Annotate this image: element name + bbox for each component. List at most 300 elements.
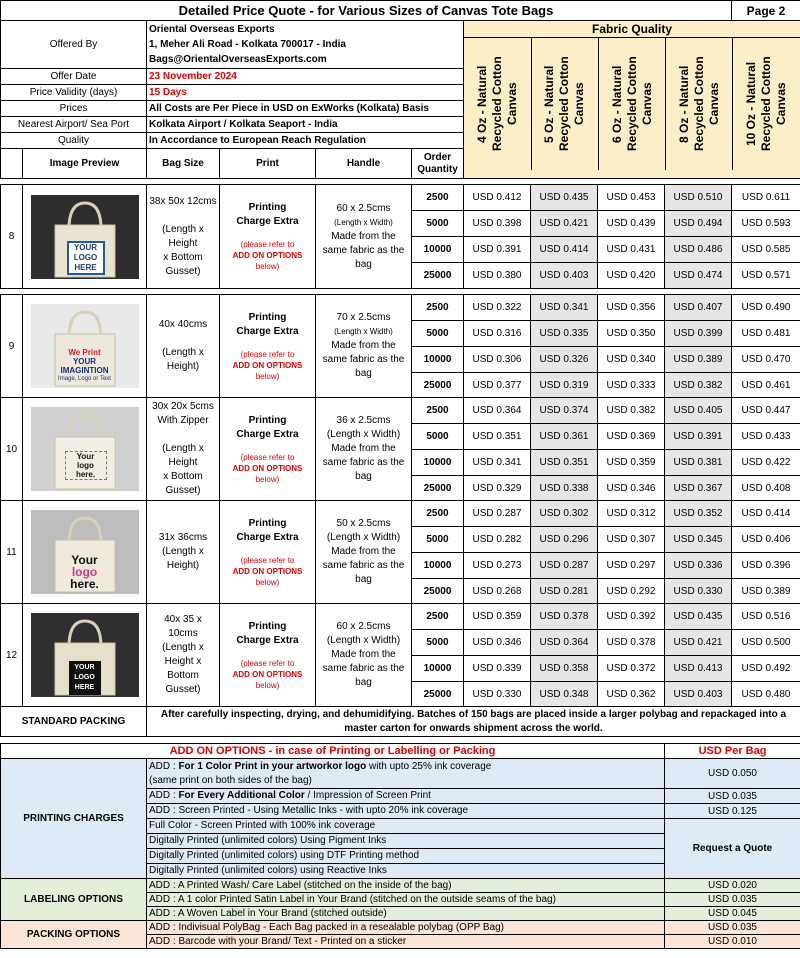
price-cell <box>732 295 800 321</box>
price-text: USD 0.414 <box>741 508 791 519</box>
price-text: USD 0.346 <box>472 637 522 648</box>
labeling-price <box>665 893 800 907</box>
order-quantity <box>412 185 464 211</box>
product-number <box>1 501 23 604</box>
price-text: USD 0.377 <box>472 379 522 391</box>
info-value-text: 15 Days <box>149 87 187 98</box>
info-value <box>147 133 464 149</box>
price-text: USD 0.382 <box>606 405 656 416</box>
price-cell <box>464 450 531 476</box>
order-quantity <box>412 373 464 398</box>
price-cell <box>598 398 665 424</box>
price-text: USD 0.510 <box>673 192 723 203</box>
addon-title <box>1 744 665 759</box>
price-text: USD 0.380 <box>472 270 522 281</box>
logo-text: YOUR <box>73 242 98 252</box>
order-quantity <box>412 579 464 604</box>
price-cell <box>464 682 531 707</box>
price-cell <box>464 373 531 398</box>
price-text: USD 0.319 <box>539 379 589 391</box>
info-label <box>1 85 147 101</box>
image-preview-cell <box>23 295 147 398</box>
info-value <box>147 101 464 117</box>
logo-text: Your <box>76 452 95 461</box>
logo-text: We Print <box>68 348 101 357</box>
info-label-text: Price Validity (days) <box>29 87 118 98</box>
price-text: USD 0.307 <box>606 534 656 545</box>
print-main <box>222 414 313 442</box>
handle-main: 60 x 2.5cms <box>336 202 391 214</box>
print-note-pre: (please refer to <box>240 658 295 668</box>
handle-sub: (Length x Width) <box>334 217 393 227</box>
price-cell <box>665 527 732 553</box>
product-number <box>1 398 23 501</box>
bag-size-line: (Length x Height <box>162 443 204 468</box>
price-cell <box>531 527 598 553</box>
price-cell <box>732 211 800 237</box>
fabric-name: 6 Oz - Natural Recycled Cotton Canvas <box>609 56 654 152</box>
print-main <box>222 311 313 339</box>
price-text: USD 0.369 <box>606 431 656 442</box>
fabric-column-header <box>464 38 531 171</box>
price-text: USD 0.374 <box>539 405 589 416</box>
logo-text: YOUR <box>72 357 97 366</box>
logo-text: LOGO <box>73 252 98 262</box>
order-quantity-text: 5000 <box>426 431 449 442</box>
logo-placeholder <box>65 554 105 590</box>
price-text: USD 0.296 <box>539 534 589 545</box>
info-value-line: Bags@OrientalOverseasExports.com <box>149 54 327 65</box>
price-text: USD 0.346 <box>606 482 656 494</box>
page-title-text: Detailed Price Quote - for Various Sizes of Canvas Tote Bags <box>178 3 554 18</box>
fabric-name: 8 Oz - Natural Recycled Cotton Canvas <box>676 56 721 152</box>
price-cell <box>598 373 665 398</box>
price-text: USD 0.287 <box>539 560 589 571</box>
price-text: USD 0.350 <box>606 328 656 339</box>
price-text: USD 0.358 <box>539 663 589 674</box>
logo-text: IMAGINTION <box>60 366 109 375</box>
price-text: USD 0.420 <box>606 270 656 281</box>
handle-sub: (Length x Width) <box>326 429 401 440</box>
order-quantity-text: 10000 <box>423 560 452 571</box>
price-cell <box>464 656 531 682</box>
labeling-price-text: USD 0.020 <box>708 880 757 891</box>
print-note-bold: ADD ON OPTIONS <box>232 360 303 370</box>
order-quantity <box>412 476 464 501</box>
price-text: USD 0.433 <box>741 431 791 442</box>
price-cell <box>732 527 800 553</box>
labeling-option <box>147 907 665 921</box>
standard-packing-label <box>1 707 147 737</box>
printing-charges-text: PRINTING CHARGES <box>23 813 124 824</box>
order-quantity-text: 10000 <box>423 244 452 255</box>
price-cell <box>531 263 598 289</box>
price-cell <box>598 211 665 237</box>
order-quantity <box>412 321 464 347</box>
price-row <box>1 295 800 321</box>
bag-size-line: Gusset) <box>165 265 201 277</box>
price-cell <box>598 347 665 373</box>
price-text: USD 0.381 <box>673 457 723 468</box>
price-cell <box>732 656 800 682</box>
price-text: USD 0.372 <box>606 663 656 674</box>
print-info <box>220 398 316 501</box>
printing-option <box>147 834 665 849</box>
price-text: USD 0.348 <box>539 688 589 700</box>
price-text: USD 0.382 <box>673 379 723 391</box>
price-cell <box>732 501 800 527</box>
bag-size-line: 31x 36cms <box>158 532 208 543</box>
print-note-bold: ADD ON OPTIONS <box>232 669 303 679</box>
bag-image-12 <box>31 613 139 697</box>
product-number-text: 11 <box>6 546 17 558</box>
printing-option-pre: Full Color - Screen Printed with 100% ink coverage <box>149 820 376 831</box>
price-text: USD 0.281 <box>539 585 589 597</box>
price-text: USD 0.329 <box>472 482 522 494</box>
order-quantity-text: 2500 <box>426 192 449 203</box>
logo-text: Image, Logo or Text <box>58 376 111 382</box>
fabric-quality-text: Fabric Quality <box>591 22 673 36</box>
price-text: USD 0.406 <box>741 534 791 545</box>
price-cell <box>464 553 531 579</box>
info-value-line: 1, Meher Ali Road - Kolkata 700017 - India <box>149 39 346 50</box>
info-value-text: Kolkata Airport / Kolkata Seaport - India <box>149 119 338 130</box>
price-cell <box>464 398 531 424</box>
price-cell <box>598 263 665 289</box>
price-cell <box>665 476 732 501</box>
handle-detail: same fabric as the <box>322 244 405 256</box>
product-number-text: 9 <box>8 340 15 352</box>
price-cell <box>464 211 531 237</box>
printing-option-pre: Digitally Printed (unlimited colors) Using Pigment Inks <box>149 835 387 846</box>
price-row <box>1 501 800 527</box>
price-text: USD 0.341 <box>472 457 522 468</box>
handle-detail: bag <box>355 677 372 688</box>
image-preview-cell <box>23 501 147 604</box>
logo-text: logo <box>71 565 98 579</box>
info-value-line: Oriental Overseas Exports <box>149 24 275 35</box>
price-text: USD 0.474 <box>673 270 723 281</box>
product-number-text: 12 <box>5 649 18 661</box>
bag-size-line: 30x 20x 5cms <box>152 401 214 412</box>
labeling-price-text: USD 0.045 <box>708 908 757 919</box>
logo-text: HERE <box>74 684 95 691</box>
price-text: USD 0.593 <box>741 218 791 229</box>
price-cell <box>665 185 732 211</box>
info-label <box>1 21 147 69</box>
handle-sub: (Length x Width) <box>326 532 401 543</box>
handle-detail: bag <box>355 258 372 270</box>
request-quote-text: Request a Quote <box>692 843 773 854</box>
print-note-post: below) <box>255 680 280 690</box>
price-cell <box>531 579 598 604</box>
col-image-preview-text: Image Preview <box>49 157 120 169</box>
price-text: USD 0.330 <box>472 688 522 700</box>
order-quantity <box>412 398 464 424</box>
bag-size <box>147 295 220 398</box>
price-cell <box>531 373 598 398</box>
standard-packing-label-text: STANDARD PACKING <box>21 716 126 727</box>
price-text: USD 0.339 <box>472 663 522 674</box>
price-text: USD 0.330 <box>673 585 723 597</box>
price-text: USD 0.412 <box>472 192 522 203</box>
bag-size <box>147 185 220 289</box>
price-cell <box>531 656 598 682</box>
addon-price-header-text: USD Per Bag <box>698 745 767 757</box>
price-text: USD 0.494 <box>673 218 723 229</box>
price-text: USD 0.333 <box>606 379 656 391</box>
price-cell <box>464 237 531 263</box>
bag-size-line: x Bottom <box>163 471 203 482</box>
price-text: USD 0.389 <box>741 585 791 597</box>
print-note-pre: (please refer to <box>240 555 295 565</box>
handle-detail: Made from the <box>331 443 396 454</box>
info-value <box>147 21 464 69</box>
col-image-preview <box>23 149 147 179</box>
bag-size-line <box>182 333 185 344</box>
print-note-bold: ADD ON OPTIONS <box>232 251 303 260</box>
price-cell <box>598 682 665 707</box>
packing-price-text: USD 0.010 <box>708 936 757 947</box>
printing-price-text: USD 0.125 <box>708 805 757 817</box>
price-cell <box>665 579 732 604</box>
price-cell <box>598 579 665 604</box>
bag-size-line: Gusset) <box>165 485 201 496</box>
handle-main: 60 x 2.5cms <box>336 621 391 632</box>
packing-price <box>665 921 800 935</box>
handle-sub: (Length x Width) <box>326 635 401 646</box>
logo-placeholder <box>51 348 119 384</box>
handle-detail: bag <box>355 368 372 379</box>
bag-image-8 <box>31 195 139 279</box>
price-text: USD 0.500 <box>741 637 791 648</box>
fabric-quality-header <box>464 21 800 179</box>
price-cell <box>665 553 732 579</box>
bag-size-line: Height x <box>164 656 202 667</box>
price-cell <box>665 373 732 398</box>
printing-option <box>147 864 665 879</box>
price-text: USD 0.378 <box>539 611 589 622</box>
col-print <box>220 149 316 179</box>
print-main-text: Printing Charge Extra <box>236 620 299 646</box>
order-quantity <box>412 553 464 579</box>
bag-size <box>147 398 220 501</box>
print-note-bold: ADD ON OPTIONS <box>232 463 303 473</box>
price-cell <box>598 656 665 682</box>
bag-size-line: (Length x Height <box>162 223 204 249</box>
logo-text: Your <box>71 553 98 567</box>
handle-main: 50 x 2.5cms <box>336 518 391 529</box>
price-row <box>1 185 800 211</box>
price-cell <box>598 237 665 263</box>
bag-size-line: 40x 40cms <box>158 319 208 330</box>
price-text: USD 0.408 <box>741 482 791 494</box>
printing-option <box>147 759 665 789</box>
price-text: USD 0.364 <box>539 637 589 648</box>
print-info <box>220 295 316 398</box>
order-quantity-text: 2500 <box>426 405 449 416</box>
bag-size-line: 38x 50x 12cms <box>149 195 217 207</box>
price-text: USD 0.340 <box>606 354 656 365</box>
price-cell <box>732 424 800 450</box>
product-number <box>1 185 23 289</box>
price-text: USD 0.338 <box>539 482 589 494</box>
price-cell <box>464 630 531 656</box>
order-quantity-text: 5000 <box>426 534 449 545</box>
handle-detail: same fabric as the <box>322 354 405 365</box>
price-cell <box>464 347 531 373</box>
print-main-text: Printing Charge Extra <box>236 414 299 440</box>
standard-packing-text <box>147 707 800 737</box>
order-quantity <box>412 347 464 373</box>
price-text: USD 0.407 <box>673 302 723 313</box>
price-text: USD 0.398 <box>472 218 522 229</box>
price-cell <box>531 347 598 373</box>
order-quantity-text: 25000 <box>423 270 452 281</box>
price-text: USD 0.302 <box>539 508 589 519</box>
price-cell <box>665 682 732 707</box>
price-cell <box>732 347 800 373</box>
bag-image-9 <box>31 304 139 388</box>
price-text: USD 0.341 <box>539 302 589 313</box>
order-quantity <box>412 604 464 630</box>
price-text: USD 0.306 <box>472 354 522 365</box>
order-quantity-text: 25000 <box>423 379 452 391</box>
print-note <box>222 239 313 272</box>
price-cell <box>464 604 531 630</box>
packing-options-label <box>1 921 147 949</box>
order-quantity-text: 5000 <box>426 218 449 229</box>
print-info <box>220 185 316 289</box>
price-text: USD 0.389 <box>673 354 723 365</box>
order-quantity <box>412 527 464 553</box>
price-cell <box>598 185 665 211</box>
packing-options-text: PACKING OPTIONS <box>26 929 121 940</box>
order-quantity-text: 10000 <box>423 354 452 365</box>
info-label-text: Quality <box>57 135 90 146</box>
price-cell <box>732 321 800 347</box>
print-note-post: below) <box>255 577 280 587</box>
handle-main: 70 x 2.5cms <box>336 312 391 323</box>
bag-size-line <box>182 210 185 221</box>
price-text: USD 0.391 <box>673 431 723 442</box>
price-cell <box>598 527 665 553</box>
print-note <box>222 555 313 588</box>
price-text: USD 0.403 <box>539 270 589 281</box>
printing-option <box>147 849 665 864</box>
price-cell <box>464 424 531 450</box>
price-text: USD 0.391 <box>472 244 522 255</box>
price-cell <box>732 450 800 476</box>
bag-size <box>147 501 220 604</box>
price-text: USD 0.490 <box>741 302 791 313</box>
labeling-option-text: ADD : A Printed Wash/ Care Label (stitched on the inside of the bag) <box>149 880 452 891</box>
price-text: USD 0.421 <box>539 218 589 229</box>
image-preview-cell <box>23 604 147 707</box>
price-cell <box>665 656 732 682</box>
price-cell <box>665 424 732 450</box>
order-quantity <box>412 630 464 656</box>
price-text: USD 0.585 <box>741 244 791 255</box>
order-quantity <box>412 263 464 289</box>
price-cell <box>531 630 598 656</box>
price-text: USD 0.351 <box>539 457 589 468</box>
price-cell <box>732 263 800 289</box>
handle-detail: bag <box>355 574 372 585</box>
order-quantity-text: 25000 <box>423 482 452 494</box>
row-spacer <box>1 737 800 744</box>
printing-option <box>147 789 665 804</box>
info-value-text: In Accordance to European Reach Regulation <box>149 135 366 146</box>
handle-detail: bag <box>355 471 372 482</box>
page-label-text: Page 2 <box>746 3 786 18</box>
price-row <box>1 398 800 424</box>
labeling-option <box>147 893 665 907</box>
handle-detail: Made from the <box>331 546 396 557</box>
price-cell <box>531 211 598 237</box>
price-cell <box>531 424 598 450</box>
printing-option-post: / Impression of Screen Print <box>304 790 431 801</box>
bag-size-line: 40x 35 x <box>164 614 202 625</box>
logo-text: LOGO <box>74 674 95 681</box>
fabric-header-table <box>464 21 800 170</box>
price-cell <box>464 579 531 604</box>
fabric-column-header <box>666 38 733 171</box>
order-quantity-text: 10000 <box>423 457 452 468</box>
price-text: USD 0.364 <box>472 405 522 416</box>
bag-size-line: Height) <box>166 560 200 571</box>
product-number <box>1 604 23 707</box>
addon-price-header <box>665 744 800 759</box>
price-text: USD 0.403 <box>673 688 723 700</box>
order-quantity <box>412 295 464 321</box>
price-cell <box>665 398 732 424</box>
price-text: USD 0.431 <box>606 244 656 255</box>
price-text: USD 0.414 <box>539 244 589 255</box>
price-text: USD 0.378 <box>606 637 656 648</box>
image-preview-cell <box>23 185 147 289</box>
price-text: USD 0.392 <box>606 611 656 622</box>
printing-option-pre: ADD : <box>149 790 179 801</box>
print-main <box>222 517 313 545</box>
order-quantity-text: 25000 <box>423 585 452 597</box>
price-cell <box>665 604 732 630</box>
price-text: USD 0.273 <box>472 560 522 571</box>
order-quantity-text: 2500 <box>426 508 449 519</box>
labeling-options-label <box>1 879 147 921</box>
printing-price-text: USD 0.035 <box>708 790 757 802</box>
logo-text: YOUR <box>74 664 95 671</box>
print-main-text: Printing Charge Extra <box>236 517 299 543</box>
print-main-text: Printing Charge Extra <box>236 311 299 337</box>
price-text: USD 0.470 <box>741 354 791 365</box>
printing-option-bold: For 1 Color Print in your artworkor logo <box>178 760 367 772</box>
price-text: USD 0.316 <box>472 328 522 339</box>
bag-size-line: 10cms <box>168 628 198 639</box>
order-quantity <box>412 424 464 450</box>
price-text: USD 0.268 <box>472 585 522 597</box>
price-cell <box>531 398 598 424</box>
packing-option-text: ADD : Indivisual PolyBag - Each Bag packed in a resealable polybag (OPP Bag) <box>149 922 505 933</box>
order-quantity <box>412 450 464 476</box>
printing-price <box>665 759 800 789</box>
price-cell <box>732 373 800 398</box>
printing-price-text: USD 0.050 <box>708 768 757 779</box>
price-text: USD 0.571 <box>741 270 791 281</box>
price-cell <box>531 682 598 707</box>
info-value <box>147 117 464 133</box>
bag-size-line: (Length x <box>162 546 204 557</box>
